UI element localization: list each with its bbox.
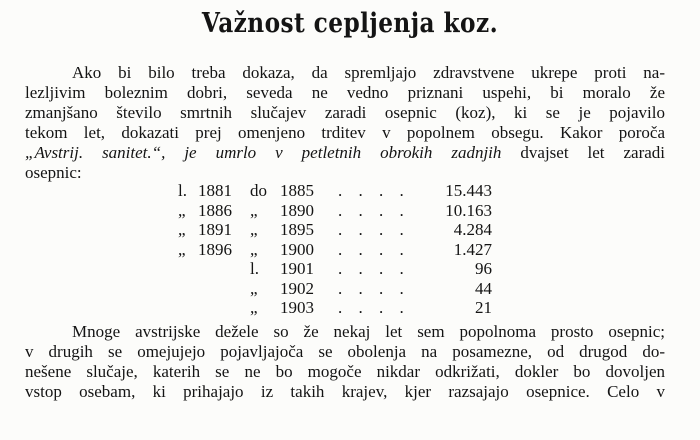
row-leader-dots: . . . . [338,220,410,239]
paragraph1-line-5 [25,143,665,163]
paragraph1-line-2: lezljivim boleznim dobri, seveda ne vedno priznani uspehi, bi moralo že [25,83,665,102]
italic-phrase: je umrlo v petletnih obrokih zadnjih [165,143,502,162]
paragraph1-line-4: tekom let, dokazati prej omenjeno trditev v popolnem obsegu. Kakor poroča [25,123,665,142]
row-leader-dots: . . . . [338,298,410,317]
row-death-count: 44 [475,278,492,298]
row-end-year: 1903 [280,298,314,317]
row-death-count: 4.284 [453,220,492,239]
row-leader-dots: . . . . [338,181,410,200]
row-prefix: „ [178,239,186,259]
row-start-year: 1896 [198,239,232,259]
row-death-count: 96 [475,259,492,278]
row-connector: „ [250,239,258,259]
row-connector: „ [250,278,258,298]
row-leader-dots: . . . . [338,278,410,298]
paragraph1-line-6: osepnic: [25,163,82,182]
paragraph2-line-1: Mnoge avstrijske dežele so že nekaj let sem popolnoma prosto osepnic; [72,322,665,341]
row-connector: „ [250,220,258,239]
paragraph2-line-3: nešene slučaje, katerih se ne bo mogoče nikdar odkrižati, dokler bo dovoljen [25,362,665,381]
paragraph2-line-4: vstop osebam, ki prihajajo iz takih krajev, kjer razsajajo osepnice. Celo v [25,382,665,401]
journal-citation: „Avstrij. sanitet.“, [25,143,166,162]
row-end-year: 1901 [280,259,314,278]
row-end-year: 1890 [280,200,314,220]
paragraph1-line-1: Ako bi bilo treba dokaza, da spremljajo zdravstvene ukrepe proti na- [72,63,665,82]
row-connector: do [250,181,267,200]
row-end-year: 1885 [280,181,314,200]
paragraph2-line-2: v drugih se omejujejo pojavljajoča se obolenja na posamezne, od drugod do- [25,342,665,361]
row-death-count: 10.163 [445,200,492,220]
line5-tail: dvajset let zaradi [501,143,665,162]
row-death-count: 21 [475,298,492,317]
row-end-year: 1895 [280,220,314,239]
row-connector: l. [250,259,259,278]
row-prefix: „ [178,200,186,220]
row-prefix: „ [178,220,186,239]
row-start-year: 1891 [198,220,232,239]
row-connector: „ [250,200,258,220]
row-leader-dots: . . . . [338,259,410,278]
article-title: Važnost cepljenja koz. [201,8,499,39]
row-death-count: 15.443 [445,181,492,200]
row-start-year: 1881 [198,181,232,200]
row-leader-dots: . . . . [338,239,410,259]
row-prefix: l. [178,181,187,200]
row-connector: „ [250,298,258,317]
row-end-year: 1902 [280,278,314,298]
row-leader-dots: . . . . [338,200,410,220]
row-start-year: 1886 [198,200,232,220]
paragraph1-line-3: zmanjšano število smrtnih slučajev zaradi osepnic (koz), ki se je pojavilo [25,103,665,122]
row-end-year: 1900 [280,239,314,259]
row-death-count: 1.427 [453,239,492,259]
